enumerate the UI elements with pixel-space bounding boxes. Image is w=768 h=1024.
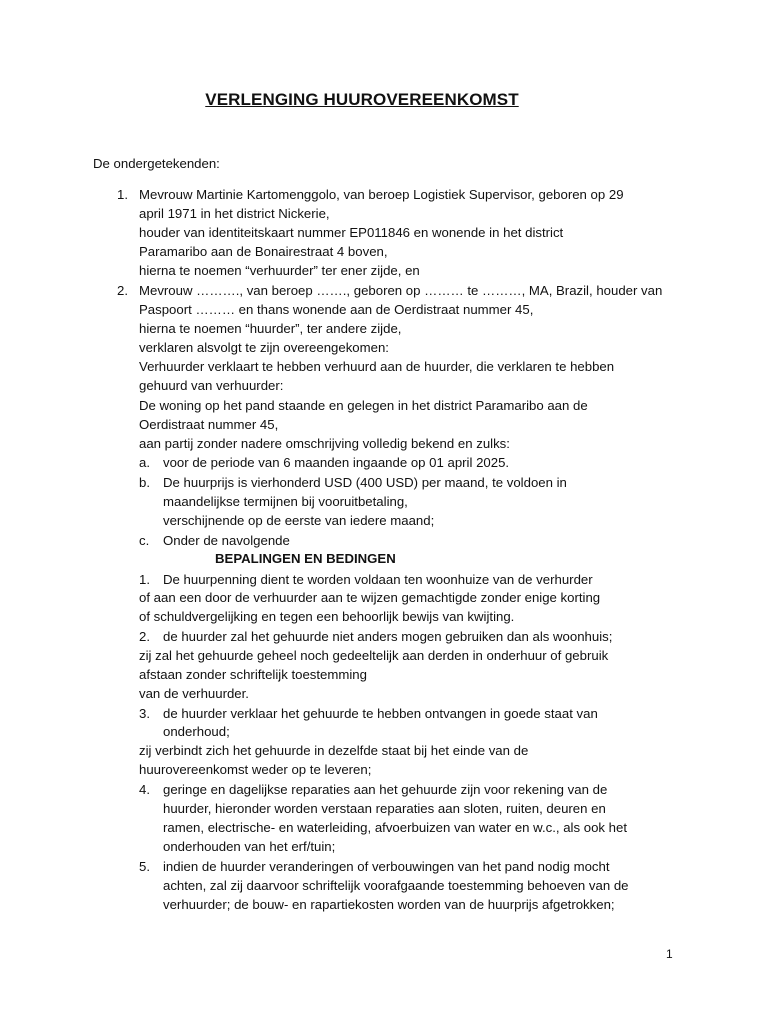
page-number: 1 <box>666 947 673 961</box>
sub-item-line: Onder de navolgende <box>163 533 290 548</box>
condition-line: de huurder zal het gehuurde niet anders mogen gebruiken dan als woonhuis; <box>163 629 613 644</box>
party2-line: Paspoort ……… en thans wonende aan de Oerdistraat nummer 45, <box>139 302 534 317</box>
party1-marker: 1. <box>117 187 128 202</box>
condition-continuation: van de verhuurder. <box>139 686 249 701</box>
party1-line: Mevrouw Martinie Kartomenggolo, van beroep Logistiek Supervisor, geboren op 29 <box>139 187 624 202</box>
condition-continuation: of aan een door de verhuurder aan te wijzen gemachtigde zonder enige korting <box>139 590 601 605</box>
intro-text: De ondergetekenden: <box>93 156 220 171</box>
sub-item-marker: c. <box>139 533 150 548</box>
party2-marker: 2. <box>117 283 128 298</box>
document-title: VERLENGING HUUROVEREENKOMST <box>205 90 519 109</box>
party2-line: De woning op het pand staande en gelegen in het district Paramaribo aan de <box>139 398 588 413</box>
party2-line: verklaren alsvolgt te zijn overeengekomen: <box>139 340 389 355</box>
condition-continuation: of schuldvergelijking en tegen een behoorlijk bewijs van kwijting. <box>139 609 515 624</box>
party1-line: houder van identiteitskaart nummer EP011846 en wonende in het district <box>139 225 564 240</box>
condition-line: huurder, hieronder worden verstaan reparaties aan sloten, ruiten, deuren en <box>163 801 606 816</box>
condition-line: geringe en dagelijkse reparaties aan het gehuurde zijn voor rekening van de <box>163 782 608 797</box>
condition-marker: 3. <box>139 706 150 721</box>
condition-line: de huurder verklaar het gehuurde te hebben ontvangen in goede staat van <box>163 706 598 721</box>
party2-line: aan partij zonder nadere omschrijving volledig bekend en zulks: <box>139 436 510 451</box>
condition-line: De huurpenning dient te worden voldaan ten woonhuize van de verhurder <box>163 572 593 587</box>
party2-line: hierna te noemen “huurder”, ter andere zijde, <box>139 321 402 336</box>
party2-line: Verhuurder verklaart te hebben verhuurd aan de huurder, die verklaren te hebben <box>139 359 615 374</box>
condition-continuation: zij zal het gehuurde geheel noch gedeeltelijk aan derden in onderhuur of gebruik <box>139 648 609 663</box>
condition-continuation: huurovereenkomst weder op te leveren; <box>139 762 372 777</box>
party1-line: Paramaribo aan de Bonairestraat 4 boven, <box>139 244 388 259</box>
party1-line: april 1971 in het district Nickerie, <box>139 206 330 221</box>
sub-item-marker: a. <box>139 455 150 470</box>
sub-item-line: De huurprijs is vierhonderd USD (400 USD) per maand, te voldoen in <box>163 475 567 490</box>
condition-marker: 4. <box>139 782 150 797</box>
condition-marker: 5. <box>139 859 150 874</box>
sub-item-line: maandelijkse termijnen bij vooruitbetaling, <box>163 494 408 509</box>
condition-line: onderhouden van het erf/tuin; <box>163 839 336 854</box>
sub-item-line: verschijnende op de eerste van iedere maand; <box>163 513 435 528</box>
condition-continuation: afstaan zonder schriftelijk toestemming <box>139 667 367 682</box>
condition-line: ramen, electrische- en waterleiding, afvoerbuizen van water en w.c., als ook het <box>163 820 628 835</box>
condition-line: achten, zal zij daarvoor schriftelijk voorafgaande toestemming behoeven van de <box>163 878 629 893</box>
condition-marker: 2. <box>139 629 150 644</box>
party1-line: hierna te noemen “verhuurder” ter ener zijde, en <box>139 263 420 278</box>
condition-line: indien de huurder veranderingen of verbouwingen van het pand nodig mocht <box>163 859 610 874</box>
party2-line: Oerdistraat nummer 45, <box>139 417 279 432</box>
sub-item-marker: b. <box>139 475 150 490</box>
condition-continuation: zij verbindt zich het gehuurde in dezelfde staat bij het einde van de <box>139 743 529 758</box>
condition-line: verhuurder; de bouw- en rapartiekosten worden van de huurprijs afgetrokken; <box>163 897 615 912</box>
party2-line: Mevrouw ………., van beroep ……., geboren op ……… te ………, MA, Brazil, houder van <box>139 283 663 298</box>
condition-marker: 1. <box>139 572 150 587</box>
party2-line: gehuurd van verhuurder: <box>139 378 284 393</box>
section-heading: BEPALINGEN EN BEDINGEN <box>215 551 396 566</box>
sub-item-line: voor de periode van 6 maanden ingaande op 01 april 2025. <box>163 455 510 470</box>
condition-line: onderhoud; <box>163 724 230 739</box>
